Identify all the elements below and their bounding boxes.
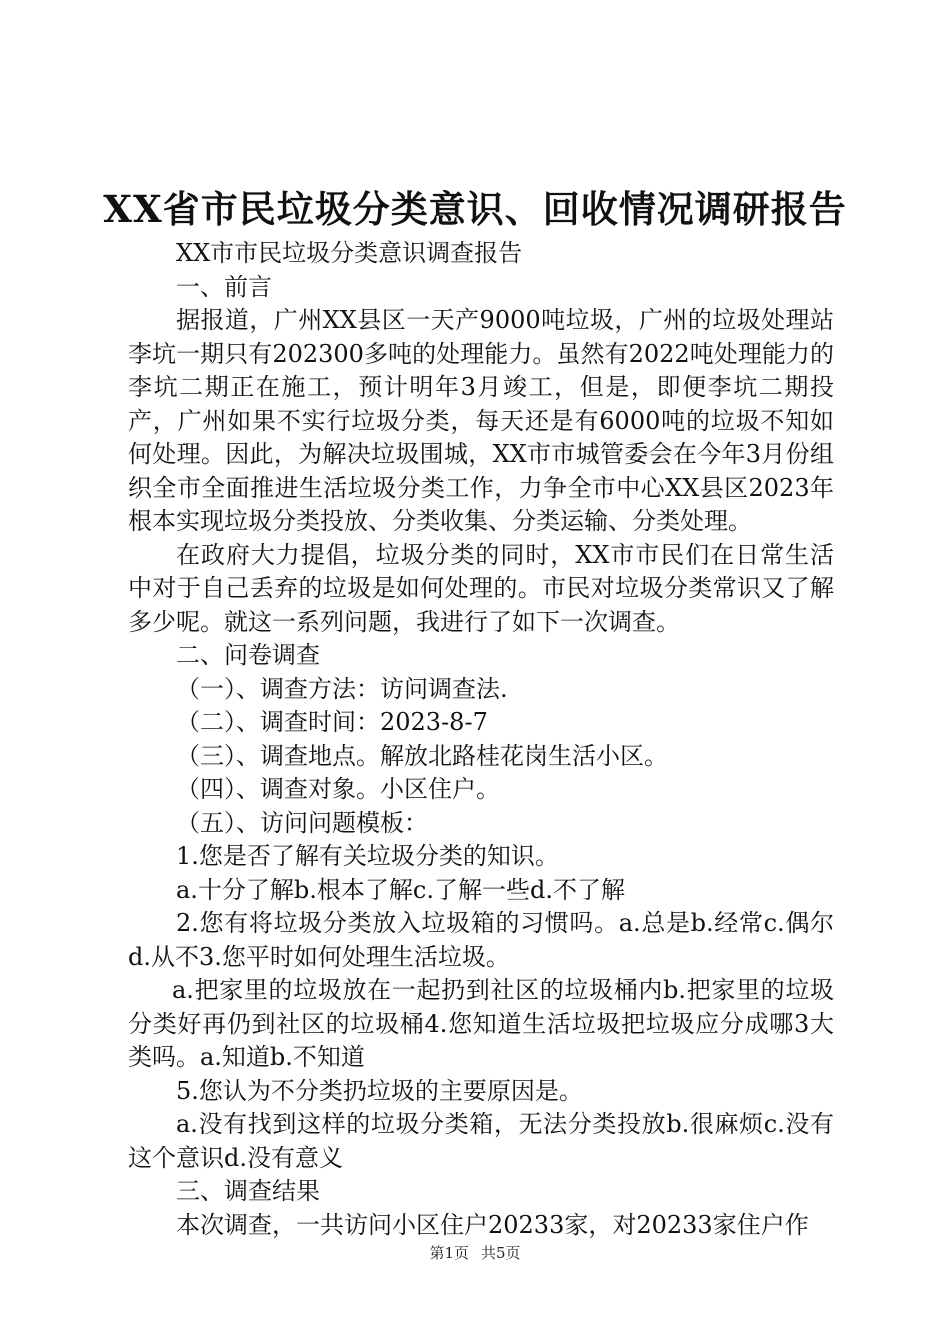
paragraph-heading-results: 三、调查结果 xyxy=(176,1177,320,1205)
paragraph-question-template: （五）、访问问题模板： xyxy=(176,808,428,837)
paragraph-question-2-3: 2.您有将垃圾分类放入垃圾箱的习惯吗。a.总是b.经常c.偶尔d.从不3.您平时如何处理生活垃圾。 xyxy=(128,909,834,971)
page-number-current: 第1页 xyxy=(429,1244,469,1262)
paragraph-question-1: 1.您是否了解有关垃圾分类的知识。 xyxy=(176,842,559,870)
paragraph-survey-time: （二）、调查时间：2023-8-7 xyxy=(176,708,488,736)
paragraph-preface-body: 据报道，广州XX县区一天产9000吨垃圾，广州的垃圾处理站李坑一期只有202300多吨的处理能力。虽然有2022吨处理能力的李坑二期正在施工，预计明年3月竣工，但是，即便李坑二期投产，广州如果不实行垃圾分类，每天还是有6000吨的垃圾不知如何处理。因此，为解决垃圾围城，XX市市城管委会在今年3月份组织全市全面推进生活垃圾分类工作，力争全市中心XX县区2023年根本实现垃圾分类投放、分类收集、分类运输、分类处理。 xyxy=(128,306,834,535)
paragraph-heading-survey: 二、问卷调查 xyxy=(176,641,320,669)
paragraph-heading-preface: 一、前言 xyxy=(176,272,272,301)
document-body xyxy=(128,237,834,1242)
paragraph-survey-method: （一）、调查方法：访问调查法. xyxy=(176,674,508,703)
paragraph-survey-subjects: （四）、调查对象。小区住户。 xyxy=(176,775,500,803)
page-footer xyxy=(0,1243,950,1263)
paragraph-government-promotion: 在政府大力提倡，垃圾分类的同时，XX市市民们在日常生活中对于自己丢弃的垃圾是如何处理的。市民对垃圾分类常识又了解多少呢。就这一系列问题，我进行了如下一次调查。 xyxy=(128,540,834,636)
paragraph-subtitle: XX市市民垃圾分类意识调查报告 xyxy=(176,239,523,267)
page-number-total: 共5页 xyxy=(481,1244,521,1262)
paragraph-question-1-options: a.十分了解b.根本了解c.了解一些d.不了解 xyxy=(176,875,625,904)
paragraph-results-body: 本次调查，一共访问小区住户20233家，对20233家住户作 xyxy=(176,1210,809,1239)
paragraph-question-5-options: a.没有找到这样的垃圾分类箱，无法分类投放b.很麻烦c.没有这个意识d.没有意义 xyxy=(128,1110,834,1172)
paragraph-survey-location: （三）、调查地点。解放北路桂花岗生活小区。 xyxy=(176,741,668,770)
document-title: XX省市民垃圾分类意识、回收情况调研报告 xyxy=(103,187,847,231)
paragraph-question-3-options: a.把家里的垃圾放在一起扔到社区的垃圾桶内b.把家里的垃圾分类好再仍到社区的垃圾桶4.您知道生活垃圾把垃圾应分成哪3大类吗。a.知道b.不知道 xyxy=(128,976,834,1071)
paragraph-question-5: 5.您认为不分类扔垃圾的主要原因是。 xyxy=(176,1076,583,1105)
